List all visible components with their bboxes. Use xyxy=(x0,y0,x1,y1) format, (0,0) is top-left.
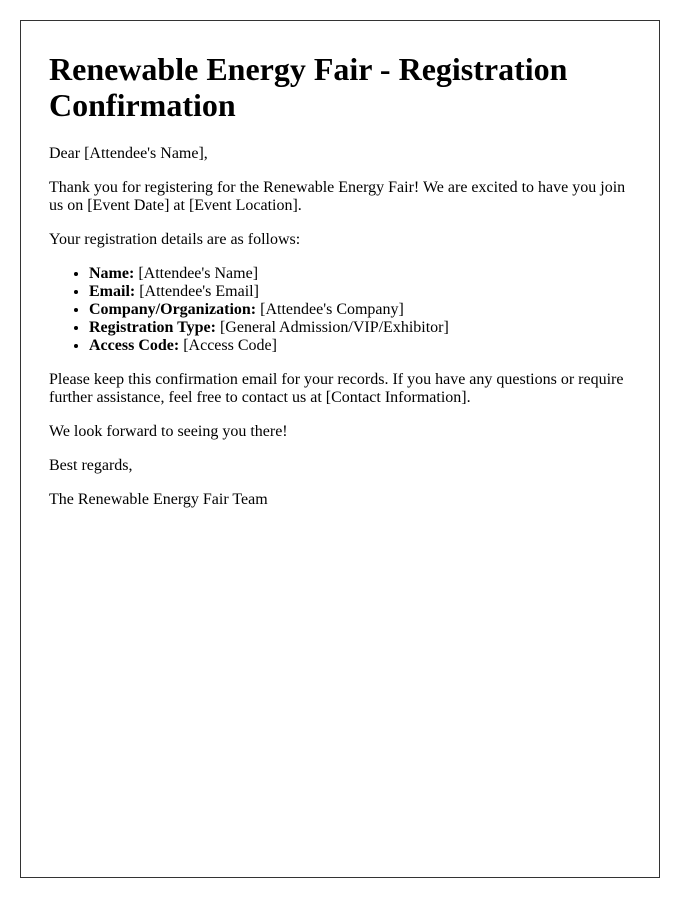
detail-item-name xyxy=(89,265,631,283)
greeting: Dear [Attendee's Name], xyxy=(49,145,208,162)
detail-label: Company/Organization: xyxy=(89,301,257,318)
detail-item-registration-type xyxy=(89,319,631,337)
intro-paragraph: Thank you for registering for the Renewable Energy Fair! We are excited to have you join us on [Event Date] at [Event Location]. xyxy=(49,179,626,214)
detail-value: [Attendee's Email] xyxy=(139,283,259,300)
detail-value: [General Admission/VIP/Exhibitor] xyxy=(219,319,449,336)
sign-off: Best regards, xyxy=(49,457,133,474)
detail-value: [Attendee's Name] xyxy=(138,265,259,282)
detail-label: Email: xyxy=(89,283,136,300)
detail-item-access-code xyxy=(89,337,631,355)
detail-value: [Attendee's Company] xyxy=(260,301,404,318)
page-title: Renewable Energy Fair - Registration Confirmation xyxy=(49,51,568,123)
signature: The Renewable Energy Fair Team xyxy=(49,491,268,508)
detail-value: [Access Code] xyxy=(183,337,277,354)
closing-line: We look forward to seeing you there! xyxy=(49,423,288,440)
detail-label: Access Code: xyxy=(89,337,180,354)
detail-label: Name: xyxy=(89,265,135,282)
details-intro: Your registration details are as follows: xyxy=(49,231,301,248)
records-note: Please keep this confirmation email for your records. If you have any questions or require further assistance, feel free to contact us at [Contact Information]. xyxy=(49,371,624,406)
detail-item-email xyxy=(89,283,631,301)
confirmation-letter xyxy=(20,20,660,878)
registration-details-list xyxy=(49,265,631,355)
detail-item-company xyxy=(89,301,631,319)
detail-label: Registration Type: xyxy=(89,319,216,336)
